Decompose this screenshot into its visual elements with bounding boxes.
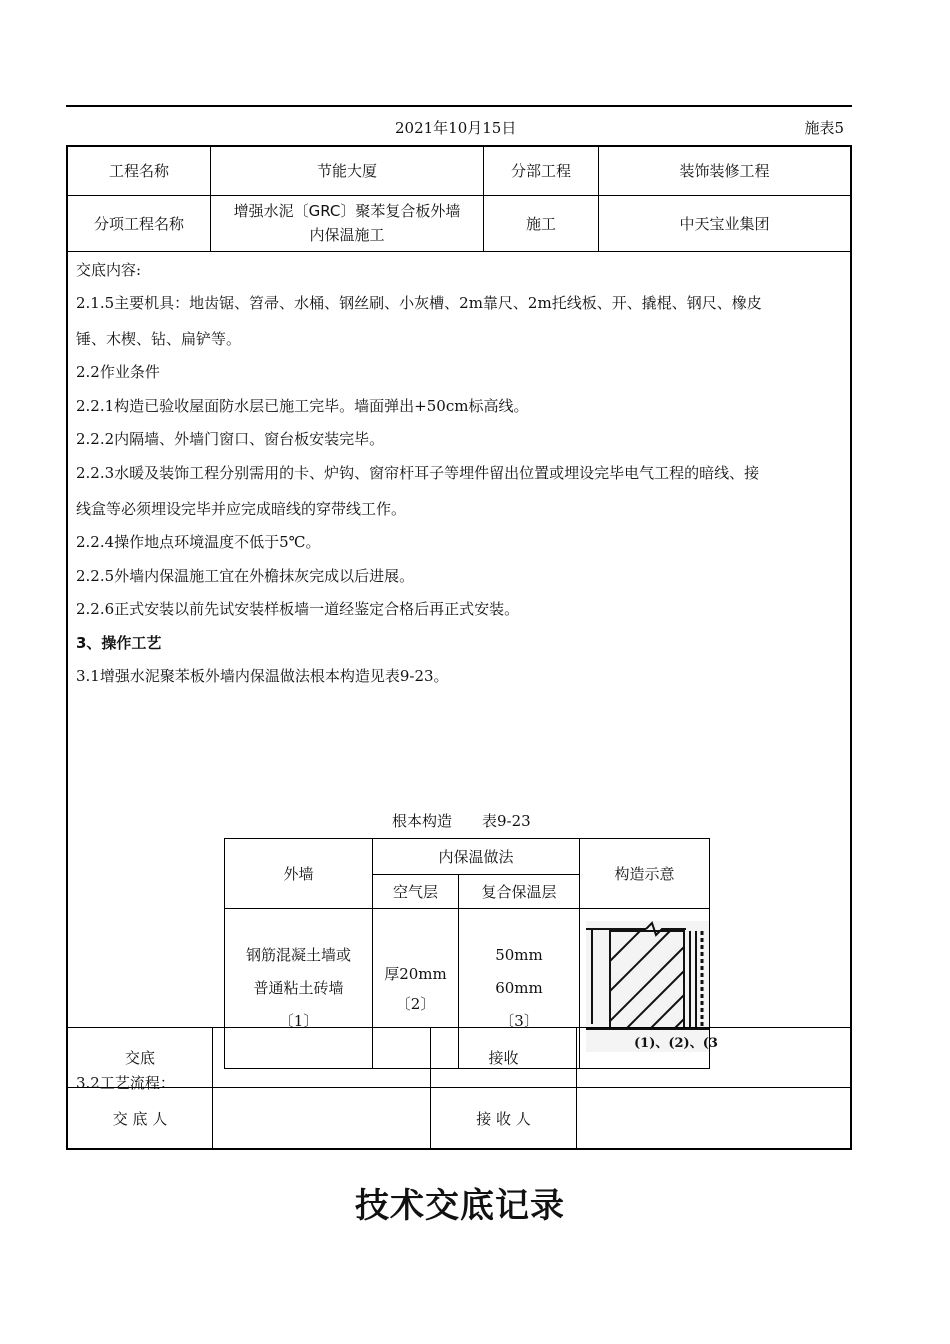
- subitem-name: [211, 195, 484, 251]
- air-ref: 〔2〕: [395, 994, 436, 1013]
- subitem-line1: 增强水泥〔GRC〕聚苯复合板外墙: [233, 202, 461, 220]
- construction-unit: 中天宝业集团: [599, 195, 851, 251]
- col-outer-wall: 外墙: [225, 839, 373, 909]
- content-line: 2.2作业条件: [76, 363, 160, 381]
- subitem-label: 分项工程名称: [68, 195, 211, 251]
- construction-label: 施工: [484, 195, 599, 251]
- composite-ref: 〔3〕: [499, 1012, 539, 1030]
- handover-person-label: 交 底 人: [68, 1088, 213, 1149]
- form-number: 施表5: [804, 119, 844, 137]
- col-composite-layer: 复合保温层: [459, 875, 580, 909]
- content-line: 线盒等必须埋设完毕并应完成暗线的穿带线工作。: [76, 500, 407, 518]
- receive-field[interactable]: [577, 1028, 851, 1088]
- division: 装饰装修工程: [599, 147, 851, 195]
- content-line: 锤、木楔、钻、扁铲等。: [76, 330, 242, 348]
- subitem-line2: 内保温施工: [309, 226, 385, 244]
- info-table: [68, 147, 850, 252]
- project-name-label: 工程名称: [68, 147, 211, 195]
- content-line: 2.2.1构造已验收屋面防水层已施工完毕。墙面弹出+50cm标高线。: [76, 397, 529, 415]
- content-line: 2.2.2内隔墙、外墙门窗口、窗台板安装完毕。: [76, 430, 385, 448]
- process-flow-heading: 3.2工艺流程：: [76, 1074, 175, 1092]
- content-line: 2.1.5主要机具：地齿锯、笤帚、水桶、钢丝刷、小灰槽、2m靠尺、2m托线板、开、撬棍、钢尺、橡皮: [76, 294, 762, 312]
- date: 2021年10月15日: [395, 119, 517, 137]
- receive-person-label: 接 收 人: [431, 1088, 577, 1149]
- receive-person-field[interactable]: [577, 1088, 851, 1149]
- handover-field[interactable]: [213, 1028, 431, 1088]
- content-line: 2.2.5外墙内保温施工宜在外檐抹灰完成以后进展。: [76, 567, 415, 585]
- content-line: 2.2.6正式安装以前先试安装样板墙一道经鉴定合格后再正式安装。: [76, 600, 520, 618]
- document-title: 技术交底记录: [355, 1186, 565, 1226]
- composite-thickness-1: 50mm: [495, 946, 543, 964]
- project-name: 节能大厦: [211, 147, 484, 195]
- receive-label: 接收: [431, 1028, 577, 1088]
- table-caption: 根本构造 表9-23: [392, 812, 531, 830]
- outer-wall-ref: 〔1〕: [278, 1012, 319, 1030]
- content-line: 2.2.4操作地点环境温度不低于5℃。: [76, 533, 321, 551]
- top-rule: [66, 105, 852, 107]
- col-diagram: 构造示意: [580, 839, 710, 909]
- outer-wall-line2: 普通粘土砖墙: [253, 979, 344, 997]
- composite-thickness-2: 60mm: [495, 979, 543, 997]
- content-line: 3.1增强水泥聚苯板外墙内保温做法根本构造见表9-23。: [76, 667, 449, 685]
- content-line: 2.2.3水暖及装饰工程分别需用的卡、炉钩、窗帘杆耳子等埋件留出位置或埋设完毕电气工程的暗线、接: [76, 464, 760, 482]
- outer-wall-line1: 钢筋混凝土墙或: [245, 946, 351, 964]
- air-thickness: 厚20mm: [384, 964, 447, 983]
- content-heading: 交底内容:: [76, 261, 142, 279]
- division-label: 分部工程: [484, 147, 599, 195]
- handover-label: 交底: [68, 1028, 213, 1088]
- record-form: [66, 145, 852, 1150]
- col-air-layer: 空气层: [373, 875, 459, 909]
- col-insulation-method: 内保温做法: [373, 839, 580, 875]
- diagram-label: (1)、(2)、(3: [634, 1036, 718, 1051]
- section-heading: 3、操作工艺: [76, 634, 162, 652]
- signature-table: [68, 1027, 850, 1149]
- handover-person-field[interactable]: [213, 1088, 431, 1149]
